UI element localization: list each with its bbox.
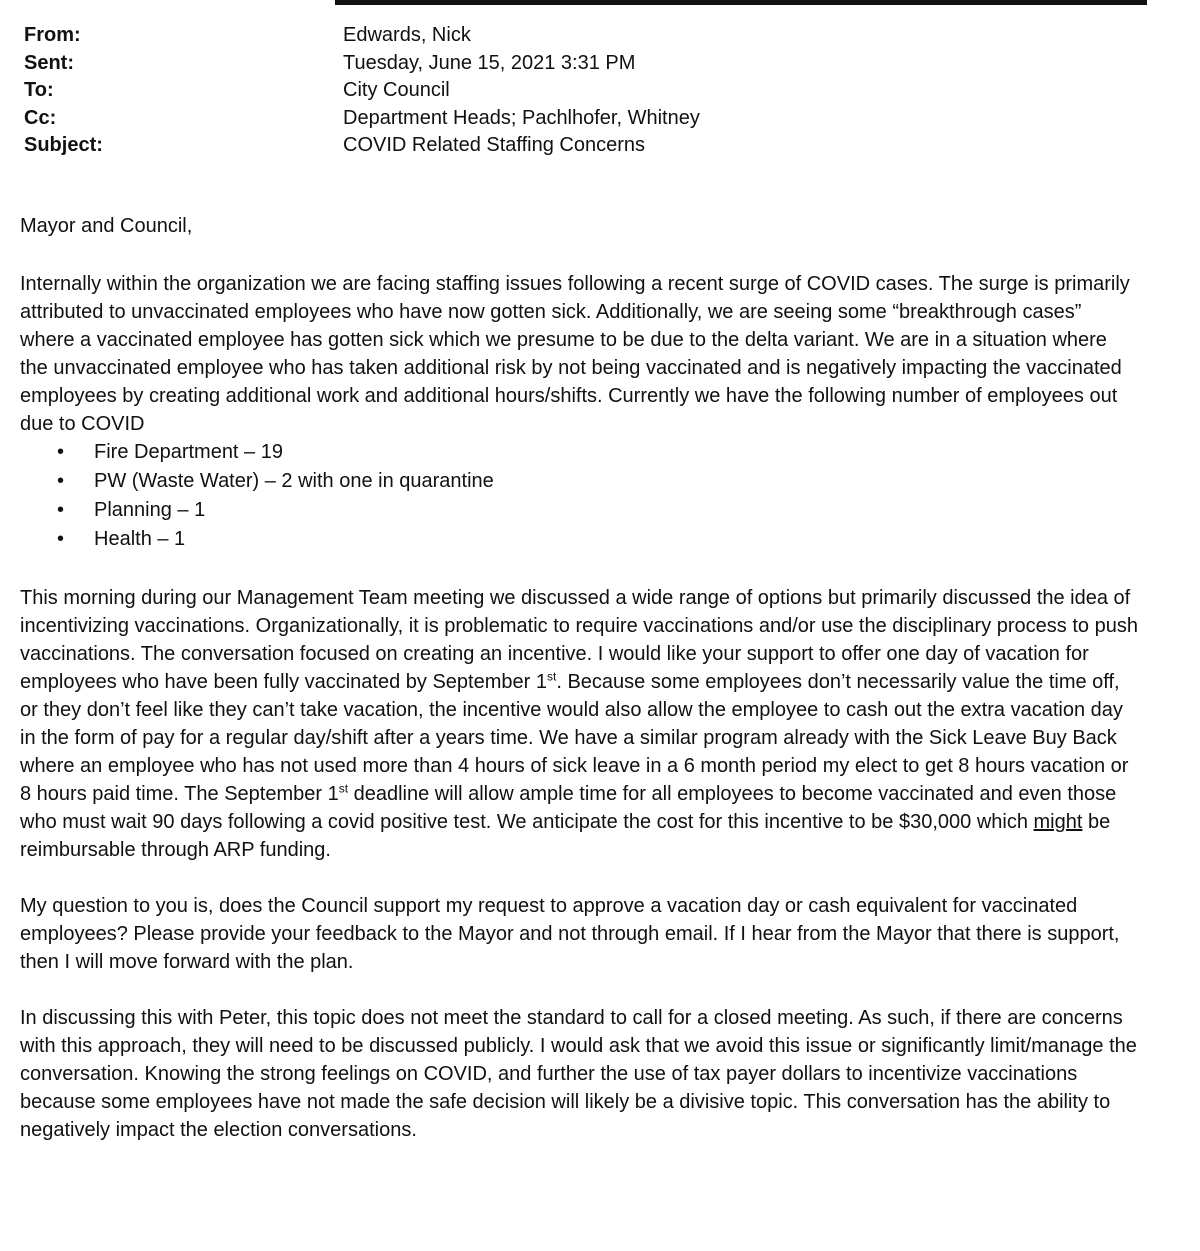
list-item	[20, 467, 1140, 496]
list-item	[20, 496, 1140, 525]
incentive-text-c: deadline will allow ample time for all employees to become vaccinated and even those who must wait 90 days following a covid positive test. We anticipate the cost for this incentive to be $30,000 which	[20, 783, 1117, 833]
subject-row	[24, 132, 1144, 160]
paragraph-closing: In discussing this with Peter, this topic does not meet the standard to call for a closed meeting. As such, if there are concerns with this approach, they will need to be discussed publicly. I would ask that we avoid this issue or significantly limit/manage the conversation. Knowing the strong feelings on COVID, and further the use of tax payer dollars to incentivize vaccinations because some employees have not made the safe decision will likely be a divisive topic. This conversation has the ability to negatively impact the election conversations.	[20, 1007, 1137, 1141]
top-rule	[335, 0, 1147, 5]
email-body	[20, 212, 1140, 1144]
bullet-icon: •	[57, 441, 65, 463]
list-item-text: Health – 1	[94, 528, 186, 550]
incentive-text-a: This morning during our Management Team meeting we discussed a wide range of options but primarily discussed the idea of incentivizing vaccinations. Organizationally, it is problematic to require vaccinations and/or use the disciplinary process to push vaccinations. The conversation focused on creating an incentive. I would like your support to offer one day of vacation for employees who have been fully vaccinated by September 1	[20, 587, 1138, 693]
list-item-text: Fire Department – 19	[94, 441, 283, 463]
paragraph-staffing: Internally within the organization we are facing staffing issues following a recent surge of COVID cases. The surge is primarily attributed to unvaccinated employees who have now gotten sick. Additionally, we are seeing some “breakthrough cases” where a vaccinated employee has gotten sick which we presume to be due to the delta variant. We are in a situation where the unvaccinated employee who has taken additional risk by not being vaccinated and is negatively impacting the vaccinated employees by creating additional work and additional hours/shifts. Currently we have the following number of employees out due to COVID	[20, 273, 1130, 435]
incentive-text-d: be reimbursable through ARP funding.	[20, 811, 1111, 861]
employee-count-list	[20, 438, 1140, 554]
to-value: City Council	[343, 79, 450, 101]
paragraph-incentive	[20, 584, 1140, 864]
cc-value: Department Heads; Pachlhofer, Whitney	[343, 106, 700, 129]
from-value: Edwards, Nick	[343, 24, 471, 46]
to-row	[24, 77, 1144, 105]
list-item-text: Planning – 1	[94, 499, 206, 521]
incentive-text-b: . Because some employees don’t necessarily value the time off, or they don’t feel like they can’t take vacation, the incentive would also allow the employee to cash out the extra vacation day in the form of pay for a regular day/shift after a years time. We have a similar program already with the Sick Leave Buy Back where an employee who has not used more than 4 hours of sick leave in a 6 month period my elect to get 8 hours vacation or 8 hours paid time. The September 1	[20, 671, 1129, 805]
bullet-icon: •	[57, 499, 65, 521]
sent-row	[24, 50, 1144, 78]
email-header	[24, 22, 1144, 160]
emphasized-word: might	[1033, 811, 1083, 833]
list-item	[20, 525, 1140, 554]
sent-label: Sent:	[24, 51, 74, 74]
cc-row	[24, 105, 1144, 133]
ordinal-suffix: st	[338, 781, 349, 796]
from-label: From:	[24, 24, 81, 46]
sent-value: Tuesday, June 15, 2021 3:31 PM	[343, 51, 636, 74]
greeting: Mayor and Council,	[20, 215, 193, 237]
to-label: To:	[24, 79, 54, 101]
list-item	[20, 438, 1140, 467]
ordinal-suffix: st	[546, 669, 557, 684]
bullet-icon: •	[57, 528, 65, 550]
subject-label: Subject:	[24, 134, 103, 156]
cc-label: Cc:	[24, 106, 57, 129]
subject-value: COVID Related Staffing Concerns	[343, 134, 646, 156]
bullet-icon: •	[57, 470, 65, 492]
from-row	[24, 22, 1144, 50]
list-item-text: PW (Waste Water) – 2 with one in quarantine	[94, 470, 494, 492]
paragraph-question: My question to you is, does the Council support my request to approve a vacation day or cash equivalent for vaccinated employees? Please provide your feedback to the Mayor and not through email. If I hear from the Mayor that there is support, then I will move forward with the plan.	[20, 895, 1120, 973]
